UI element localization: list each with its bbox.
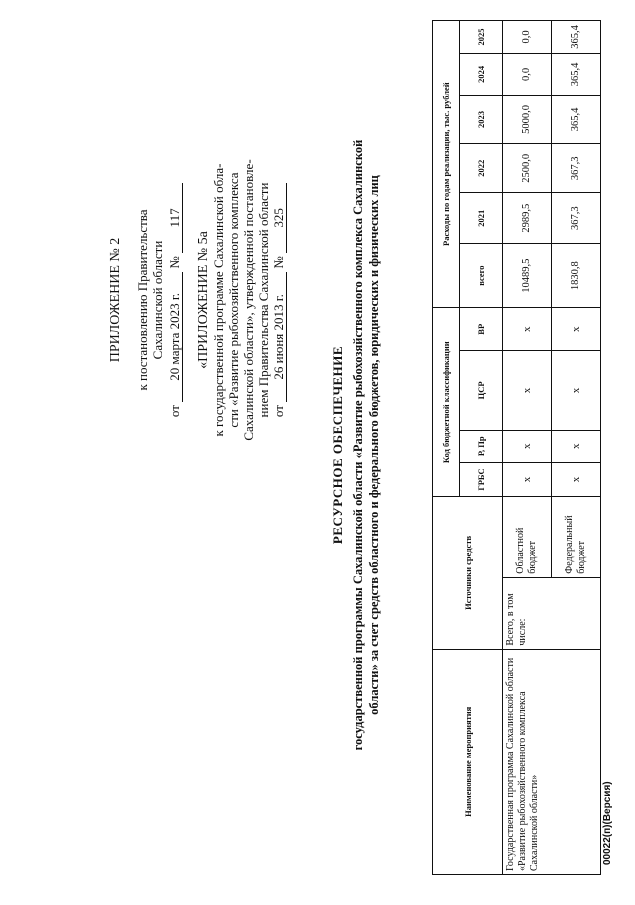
header-total: всего bbox=[460, 243, 503, 307]
table-row bbox=[503, 21, 552, 875]
header-2021: 2021 bbox=[460, 193, 503, 243]
cell-2022: 2500,0 bbox=[503, 144, 552, 193]
appendix-program-line2: сти «Развитие рыбохозяйственного комплекса bbox=[226, 172, 241, 428]
header-name: Наименование мероприятия bbox=[433, 649, 503, 874]
resource-table bbox=[432, 20, 601, 875]
appendix-program-line3: Сахалинской области», утвержденной постановле- bbox=[241, 159, 256, 441]
header-rpr: Р, Пр bbox=[460, 430, 503, 462]
cell-csr: х bbox=[552, 351, 601, 430]
document-title bbox=[330, 45, 382, 845]
appendix-main-number: 117 bbox=[167, 183, 183, 253]
appendix-program-line4: нием Правительства Сахалинской области bbox=[256, 182, 271, 418]
cell-rpr: х bbox=[552, 430, 601, 462]
table-header-row-1 bbox=[433, 21, 460, 875]
cell-total: 10489,5 bbox=[503, 243, 552, 307]
cell-2022: 367,3 bbox=[552, 144, 601, 193]
row-source: Областной бюджет bbox=[503, 497, 552, 578]
appendix-program-from-label: от bbox=[271, 405, 286, 418]
appendix-main-line1: к постановлению Правительства bbox=[135, 209, 150, 391]
header-2024: 2024 bbox=[460, 53, 503, 95]
header-csr: ЦСР bbox=[460, 351, 503, 430]
document-footer-code: 00022(п)(Версия) bbox=[602, 781, 613, 865]
header-sources: Источники средств bbox=[433, 497, 503, 649]
appendix-program-number-label: № bbox=[271, 256, 286, 269]
cell-grbs: х bbox=[503, 462, 552, 496]
cell-csr: х bbox=[503, 351, 552, 430]
appendix-main-number-label: № bbox=[167, 256, 182, 269]
appendix-program-date: 26 июня 2013 г. bbox=[271, 272, 287, 402]
cell-total: 1830,8 bbox=[552, 243, 601, 307]
title-sub2: области» за счет средств областного и федерального бюджетов, юридических и физических лиц bbox=[367, 175, 381, 715]
header-2023: 2023 bbox=[460, 95, 503, 143]
cell-2023: 5000,0 bbox=[503, 95, 552, 143]
appendix-main bbox=[108, 150, 183, 450]
cell-2024: 365,4 bbox=[552, 53, 601, 95]
appendix-program-line1: к государственной программе Сахалинской обла- bbox=[211, 163, 226, 437]
cell-2021: 367,3 bbox=[552, 193, 601, 243]
cell-rpr: х bbox=[503, 430, 552, 462]
appendix-program-date-line bbox=[271, 150, 287, 450]
appendix-main-heading: ПРИЛОЖЕНИЕ № 2 bbox=[108, 237, 123, 363]
appendix-main-line2: Сахалинской области bbox=[150, 240, 165, 360]
row-source: Федеральный бюджет bbox=[552, 497, 601, 578]
cell-vr: х bbox=[503, 308, 552, 351]
appendix-main-date: 20 марта 2023 г. bbox=[167, 272, 183, 402]
header-2025: 2025 bbox=[460, 21, 503, 54]
cell-2023: 365,4 bbox=[552, 95, 601, 143]
header-vr: ВР bbox=[460, 308, 503, 351]
cell-2024: 0,0 bbox=[503, 53, 552, 95]
header-grbs: ГРБС bbox=[460, 462, 503, 496]
appendix-program-number: 325 bbox=[271, 183, 287, 253]
cell-2025: 0,0 bbox=[503, 21, 552, 54]
cell-2025: 365,4 bbox=[552, 21, 601, 54]
header-2022: 2022 bbox=[460, 144, 503, 193]
appendix-main-from-label: от bbox=[167, 405, 182, 418]
title-main: РЕСУРСНОЕ ОБЕСПЕЧЕНИЕ bbox=[330, 345, 345, 545]
header-budget-code: Код бюджетной классификации bbox=[433, 308, 460, 497]
row-total-label: Всего, в том числе: bbox=[503, 577, 601, 649]
appendix-program-heading: «ПРИЛОЖЕНИЕ № 5а bbox=[196, 231, 211, 369]
appendix-main-date-line bbox=[167, 150, 183, 450]
title-sub1: государственной программы Сахалинской области «Развитие рыбохозяйственного комплекса Сахалинской bbox=[351, 139, 365, 751]
row-program-name: Государственная программа Сахалинской области «Развитие рыбохозяйственного комплекса Сахалинской области» bbox=[503, 649, 601, 874]
cell-2021: 2989,5 bbox=[503, 193, 552, 243]
appendix-program bbox=[196, 150, 287, 450]
cell-vr: х bbox=[552, 308, 601, 351]
header-expenses: Расходы по годам реализации, тыс. рублей bbox=[433, 21, 460, 308]
cell-grbs: х bbox=[552, 462, 601, 496]
